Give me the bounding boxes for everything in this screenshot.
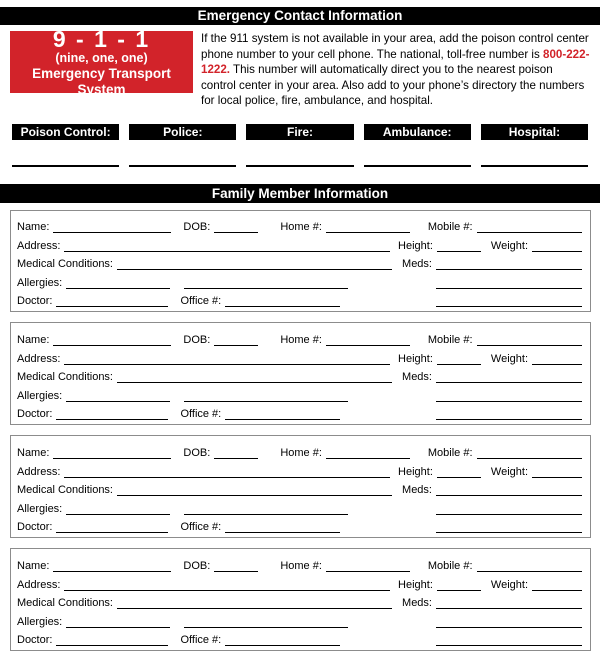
dob-write-line bbox=[214, 342, 258, 346]
name-label: Name: bbox=[17, 334, 49, 346]
medical-conditions-write-line bbox=[117, 379, 392, 383]
meds-extra-write-line-1 bbox=[436, 511, 582, 515]
weight-write-line bbox=[532, 248, 582, 252]
height-label: Height: bbox=[398, 579, 433, 591]
height-label: Height: bbox=[398, 353, 433, 365]
address-label: Address: bbox=[17, 240, 60, 252]
poison-control-phone-number: 800-222-1222. bbox=[201, 48, 589, 77]
meds-write-line bbox=[436, 492, 582, 496]
allergies-label: Allergies: bbox=[17, 390, 62, 402]
weight-label: Weight: bbox=[491, 240, 528, 252]
name-write-line bbox=[53, 342, 171, 346]
doctor-write-line bbox=[56, 529, 168, 533]
allergies-label: Allergies: bbox=[17, 503, 62, 515]
police-write-line bbox=[129, 140, 236, 167]
emergency-transport-label: Emergency Transport System bbox=[10, 66, 193, 98]
meds-label: Meds: bbox=[402, 484, 432, 496]
name-row bbox=[17, 215, 582, 234]
office-phone-label: Office #: bbox=[180, 521, 221, 533]
allergies-label: Allergies: bbox=[17, 616, 62, 628]
medical-conditions-row bbox=[17, 252, 582, 271]
dob-write-line bbox=[214, 229, 258, 233]
office-phone-label: Office #: bbox=[180, 295, 221, 307]
address-label: Address: bbox=[17, 466, 60, 478]
home-phone-write-line bbox=[326, 229, 410, 233]
nine-one-one-phonetic: (nine, one, one) bbox=[10, 51, 193, 66]
name-write-line bbox=[53, 455, 171, 459]
mobile-phone-write-line bbox=[477, 229, 582, 233]
dob-label: DOB: bbox=[183, 560, 210, 572]
family-member-card bbox=[10, 548, 591, 651]
allergies-write-line bbox=[66, 285, 170, 289]
dob-write-line bbox=[214, 455, 258, 459]
nine-one-one-number: 9 - 1 - 1 bbox=[10, 27, 193, 51]
allergies-extra-write-line bbox=[184, 511, 348, 515]
address-write-line bbox=[64, 248, 390, 252]
name-row bbox=[17, 327, 582, 346]
address-write-line bbox=[64, 361, 390, 365]
allergies-extra-write-line bbox=[184, 398, 348, 402]
office-phone-write-line bbox=[225, 416, 340, 420]
weight-label: Weight: bbox=[491, 579, 528, 591]
page-title: Emergency Contact Information bbox=[198, 8, 403, 23]
mobile-phone-label: Mobile #: bbox=[428, 560, 473, 572]
home-phone-write-line bbox=[326, 455, 410, 459]
office-phone-write-line bbox=[225, 642, 340, 646]
allergies-write-line bbox=[66, 398, 170, 402]
instructions-text-after: This number will automatically direct you to the nearest poison control center in your area. Also add to your phone’s directory the numbers for local police, fire, ambulance, and hospital. bbox=[201, 63, 584, 107]
medical-conditions-row bbox=[17, 591, 582, 610]
home-phone-label: Home #: bbox=[280, 334, 322, 346]
allergies-row bbox=[17, 609, 582, 628]
home-phone-label: Home #: bbox=[280, 221, 322, 233]
meds-extra-write-line-2 bbox=[436, 416, 582, 420]
doctor-row bbox=[17, 515, 582, 534]
name-row bbox=[17, 440, 582, 459]
doctor-label: Doctor: bbox=[17, 408, 52, 420]
contact-label-poison-control: Poison Control: bbox=[12, 124, 119, 140]
home-phone-write-line bbox=[326, 342, 410, 346]
name-write-line bbox=[53, 568, 171, 572]
allergies-row bbox=[17, 270, 582, 289]
family-member-card bbox=[10, 322, 591, 425]
allergies-write-line bbox=[66, 624, 170, 628]
home-phone-label: Home #: bbox=[280, 560, 322, 572]
home-phone-write-line bbox=[326, 568, 410, 572]
doctor-write-line bbox=[56, 416, 168, 420]
family-member-cards bbox=[0, 210, 600, 651]
mobile-phone-write-line bbox=[477, 568, 582, 572]
doctor-row bbox=[17, 628, 582, 647]
poison-control-write-line bbox=[12, 140, 119, 167]
mobile-phone-label: Mobile #: bbox=[428, 221, 473, 233]
dob-label: DOB: bbox=[183, 221, 210, 233]
name-label: Name: bbox=[17, 447, 49, 459]
medical-conditions-label: Medical Conditions: bbox=[17, 258, 113, 270]
doctor-label: Doctor: bbox=[17, 295, 52, 307]
name-write-line bbox=[53, 229, 171, 233]
meds-label: Meds: bbox=[402, 597, 432, 609]
address-label: Address: bbox=[17, 579, 60, 591]
mobile-phone-label: Mobile #: bbox=[428, 447, 473, 459]
weight-write-line bbox=[532, 361, 582, 365]
allergies-row bbox=[17, 496, 582, 515]
meds-extra-write-line-1 bbox=[436, 285, 582, 289]
address-row bbox=[17, 459, 582, 478]
emergency-contacts-labels-row bbox=[12, 124, 588, 140]
weight-label: Weight: bbox=[491, 353, 528, 365]
medical-conditions-write-line bbox=[117, 266, 392, 270]
meds-write-line bbox=[436, 379, 582, 383]
office-phone-label: Office #: bbox=[180, 408, 221, 420]
family-member-card bbox=[10, 210, 591, 313]
doctor-write-line bbox=[56, 642, 168, 646]
doctor-row bbox=[17, 402, 582, 421]
meds-write-line bbox=[436, 605, 582, 609]
height-write-line bbox=[437, 474, 481, 478]
address-label: Address: bbox=[17, 353, 60, 365]
meds-extra-write-line-1 bbox=[436, 398, 582, 402]
instructions-text-before: If the 911 system is not available in your area, add the poison control center phone number to your cell phone. The national, toll-free number is bbox=[201, 32, 589, 61]
family-section-bar bbox=[0, 184, 600, 203]
meds-label: Meds: bbox=[402, 371, 432, 383]
address-write-line bbox=[64, 474, 390, 478]
medical-conditions-label: Medical Conditions: bbox=[17, 371, 113, 383]
weight-write-line bbox=[532, 587, 582, 591]
weight-write-line bbox=[532, 474, 582, 478]
weight-label: Weight: bbox=[491, 466, 528, 478]
address-row bbox=[17, 346, 582, 365]
address-row bbox=[17, 233, 582, 252]
medical-conditions-label: Medical Conditions: bbox=[17, 484, 113, 496]
intro-section bbox=[10, 31, 590, 109]
mobile-phone-write-line bbox=[477, 455, 582, 459]
hospital-write-line bbox=[481, 140, 588, 167]
family-section-title: Family Member Information bbox=[212, 186, 388, 201]
name-row bbox=[17, 553, 582, 572]
doctor-write-line bbox=[56, 303, 168, 307]
mobile-phone-label: Mobile #: bbox=[428, 334, 473, 346]
allergies-extra-write-line bbox=[184, 624, 348, 628]
meds-write-line bbox=[436, 266, 582, 270]
home-phone-label: Home #: bbox=[280, 447, 322, 459]
allergies-label: Allergies: bbox=[17, 277, 62, 289]
meds-extra-write-line-2 bbox=[436, 529, 582, 533]
medical-conditions-row bbox=[17, 478, 582, 497]
family-member-card bbox=[10, 435, 591, 538]
name-label: Name: bbox=[17, 560, 49, 572]
meds-extra-write-line-1 bbox=[436, 624, 582, 628]
contact-label-hospital: Hospital: bbox=[481, 124, 588, 140]
header-bar bbox=[0, 7, 600, 25]
contact-label-fire: Fire: bbox=[246, 124, 353, 140]
contact-label-police: Police: bbox=[129, 124, 236, 140]
instructions-paragraph bbox=[193, 31, 590, 109]
allergies-row bbox=[17, 383, 582, 402]
dob-label: DOB: bbox=[183, 447, 210, 459]
office-phone-write-line bbox=[225, 303, 340, 307]
height-label: Height: bbox=[398, 466, 433, 478]
meds-extra-write-line-2 bbox=[436, 642, 582, 646]
medical-conditions-row bbox=[17, 365, 582, 384]
emergency-contacts-write-lines-row bbox=[12, 140, 588, 167]
medical-conditions-write-line bbox=[117, 605, 392, 609]
office-phone-write-line bbox=[225, 529, 340, 533]
address-row bbox=[17, 572, 582, 591]
height-write-line bbox=[437, 587, 481, 591]
doctor-row bbox=[17, 289, 582, 308]
allergies-extra-write-line bbox=[184, 285, 348, 289]
height-label: Height: bbox=[398, 240, 433, 252]
doctor-label: Doctor: bbox=[17, 521, 52, 533]
dob-write-line bbox=[214, 568, 258, 572]
height-write-line bbox=[437, 248, 481, 252]
nine-one-one-panel bbox=[10, 31, 193, 93]
fire-write-line bbox=[246, 140, 353, 167]
meds-extra-write-line-2 bbox=[436, 303, 582, 307]
doctor-label: Doctor: bbox=[17, 634, 52, 646]
allergies-write-line bbox=[66, 511, 170, 515]
address-write-line bbox=[64, 587, 390, 591]
contact-label-ambulance: Ambulance: bbox=[364, 124, 471, 140]
medical-conditions-label: Medical Conditions: bbox=[17, 597, 113, 609]
office-phone-label: Office #: bbox=[180, 634, 221, 646]
dob-label: DOB: bbox=[183, 334, 210, 346]
medical-conditions-write-line bbox=[117, 492, 392, 496]
name-label: Name: bbox=[17, 221, 49, 233]
mobile-phone-write-line bbox=[477, 342, 582, 346]
height-write-line bbox=[437, 361, 481, 365]
meds-label: Meds: bbox=[402, 258, 432, 270]
ambulance-write-line bbox=[364, 140, 471, 167]
